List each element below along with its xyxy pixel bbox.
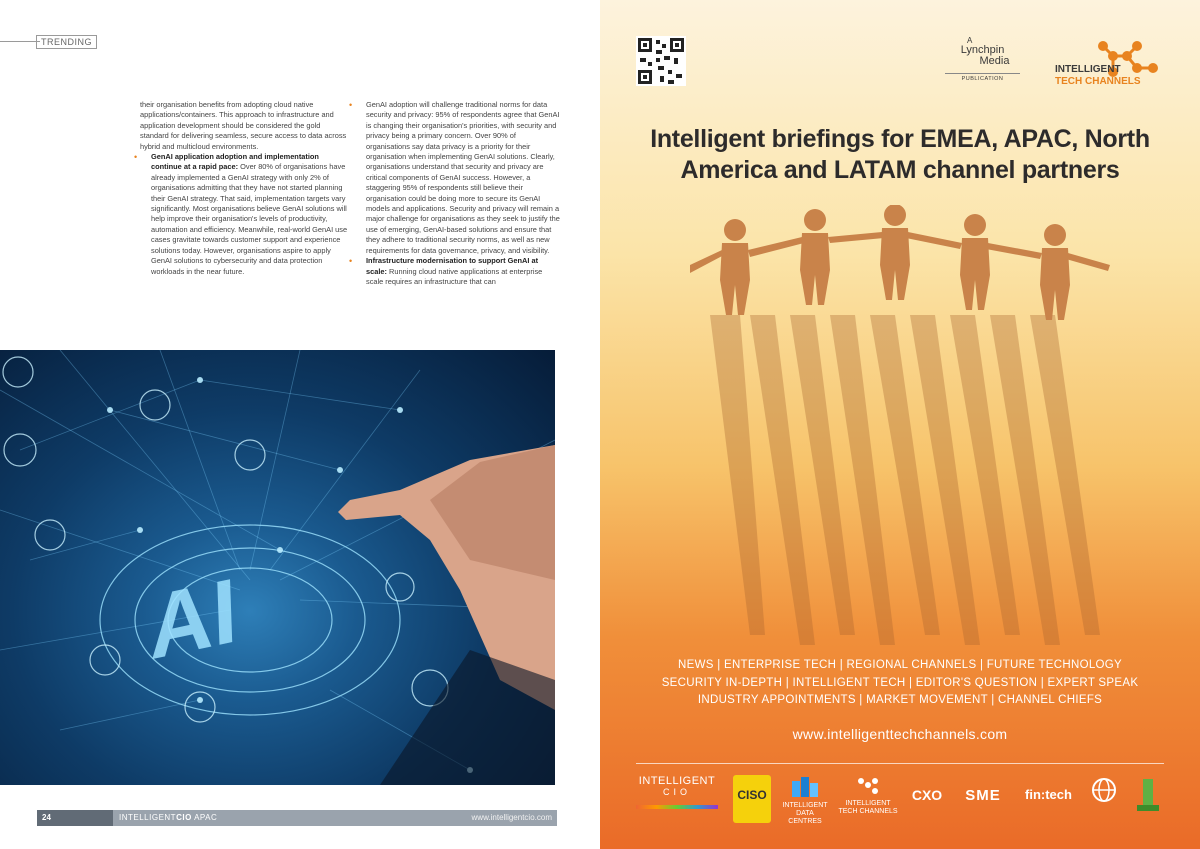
brand-cio-line1: INTELLIGENT	[638, 775, 716, 787]
divider	[636, 763, 1164, 764]
brand-logo-strip	[636, 775, 1164, 825]
itc-logo-line2: TECH CHANNELS	[1055, 76, 1141, 87]
ai-letters: AI	[147, 559, 239, 680]
page-footer	[37, 810, 557, 826]
ai-network-graphic	[0, 350, 555, 785]
brand-cxo	[908, 775, 946, 823]
section-list-line-1: NEWS | ENTERPRISE TECH | REGIONAL CHANNELS | FUTURE TECHNOLOGY	[678, 659, 1122, 671]
section-tag: TRENDING	[36, 35, 97, 49]
section-list	[600, 657, 1200, 710]
footer-url[interactable]: www.intelligentcio.com	[471, 813, 552, 822]
brand-green-logo	[1132, 775, 1164, 823]
right-page-advert	[600, 0, 1200, 849]
bullet-text: GenAI adoption will challenge traditional norms for data security and privacy: 95% of respondents agree that GenAI is changing their organisation's priorities, with security and privacy being a primary concern. Over 90% of organisations say data privacy is a priority for their organisation when implementing GenAI solutions. Clearly, organisations understand that security and privacy are critical components of GenAI success. However, a staggering 95% of respondents still believe their organisation could be doing more to secure its GenAI models and applications. Security and privacy will remain a major challenge for organisations as they seek to justify the use of emerging, GenAI-based solutions and ensure that they adhere to traditional security norms, as well as new requirements for data governance, privacy, and visibility.	[366, 100, 560, 255]
advert-headline	[620, 124, 1180, 186]
bullet-text: Running cloud native applications at enterprise scale requires an infrastructure that can	[366, 266, 543, 286]
magazine-name-suffix: APAC	[191, 813, 218, 822]
globe-icon	[1089, 775, 1119, 805]
headline-line-2: America and LATAM channel partners	[680, 156, 1120, 184]
brand-itc-line2: TECH CHANNELS	[838, 808, 898, 815]
section-list-line-3: INDUSTRY APPOINTMENTS | MARKET MOVEMENT | CHANNEL CHIEFS	[697, 694, 1103, 706]
magazine-name	[119, 813, 217, 822]
tower-icon	[1133, 775, 1163, 811]
publisher-logo-a: A	[967, 36, 973, 45]
brand-globe-logo	[1088, 775, 1120, 823]
bullet-heading: Infrastructure modernisation to support GenAI at scale:	[366, 256, 539, 276]
bullet-text: Over 80% of organisations have already implemented a GenAI strategy with only 2% of organisations admitting that they have not started planning their GenAI strategy. That said, implementation targets vary significantly. Most organisations believe GenAI solutions will help improve their organisation's levels of productivity, automation and efficiency. Meanwhile, real-world GenAI use cases gravitate towards customer support and experience solutions today. However, organisations aspire to apply GenAI solutions to cybersecurity and data protection workloads in the near future.	[151, 162, 348, 276]
brand-dc-line1: INTELLIGENT	[782, 802, 828, 809]
brand-cio-colour-bar	[636, 805, 718, 809]
brand-sme-text: SME	[965, 787, 1001, 804]
brand-intelligent-tech-channels	[838, 775, 898, 823]
article-column-2	[355, 100, 560, 287]
itc-logo-line1: INTELLIGENT	[1055, 64, 1121, 75]
itc-logo	[1055, 38, 1170, 93]
bullet-item	[355, 100, 560, 256]
article-column-1	[140, 100, 350, 277]
headline-line-1: Intelligent briefings for EMEA, APAC, North	[650, 125, 1150, 153]
publisher-logo-line1: Lynchpin	[960, 44, 1005, 56]
page-number: 24	[37, 810, 113, 826]
brand-sme	[958, 775, 1008, 823]
magazine-name-bold: CIO	[176, 813, 192, 822]
brand-ciso	[733, 775, 771, 823]
section-list-line-2: SECURITY IN-DEPTH | INTELLIGENT TECH | EDITOR'S QUESTION | EXPERT SPEAK	[661, 676, 1139, 689]
brand-fintech-text: fin:tech	[1025, 787, 1072, 802]
brand-data-centres	[781, 775, 829, 823]
qr-code-icon[interactable]	[636, 36, 686, 86]
advert-url[interactable]: www.intelligenttechchannels.com	[792, 726, 1008, 742]
brand-itc-line1: INTELLIGENT	[845, 800, 891, 807]
brand-ciso-text: CISO	[737, 788, 767, 802]
section-rule	[0, 41, 40, 42]
publisher-logo-caption: PUBLICATION	[945, 73, 1020, 82]
brand-cxo-text: CXO	[911, 787, 943, 803]
brand-cio-line2: CIO	[662, 787, 691, 797]
building-icon	[790, 775, 820, 797]
ai-hero-image	[0, 350, 555, 785]
publisher-logo-line2: Media	[979, 55, 1010, 67]
brand-fintech	[1021, 775, 1076, 823]
magazine-name-prefix: INTELLIGENT	[119, 813, 177, 822]
bullet-item	[355, 256, 560, 287]
brand-dc-line2: DATA CENTRES	[788, 810, 822, 825]
publisher-logo	[945, 36, 1020, 82]
brand-intelligent-cio	[636, 775, 718, 823]
paragraph: their organisation benefits from adopting cloud native applications/containers. This approach to infrastructure and application development should be considered the gold standard for delivering seamless, secure access to data across hybrid and multicloud environments.	[140, 100, 347, 151]
paper-people-chain-image	[690, 205, 1110, 645]
bullet-heading: GenAI application adoption and implementation continue at a rapid pace:	[151, 152, 319, 172]
itc-small-icon	[853, 775, 883, 795]
bullet-item	[140, 152, 350, 277]
